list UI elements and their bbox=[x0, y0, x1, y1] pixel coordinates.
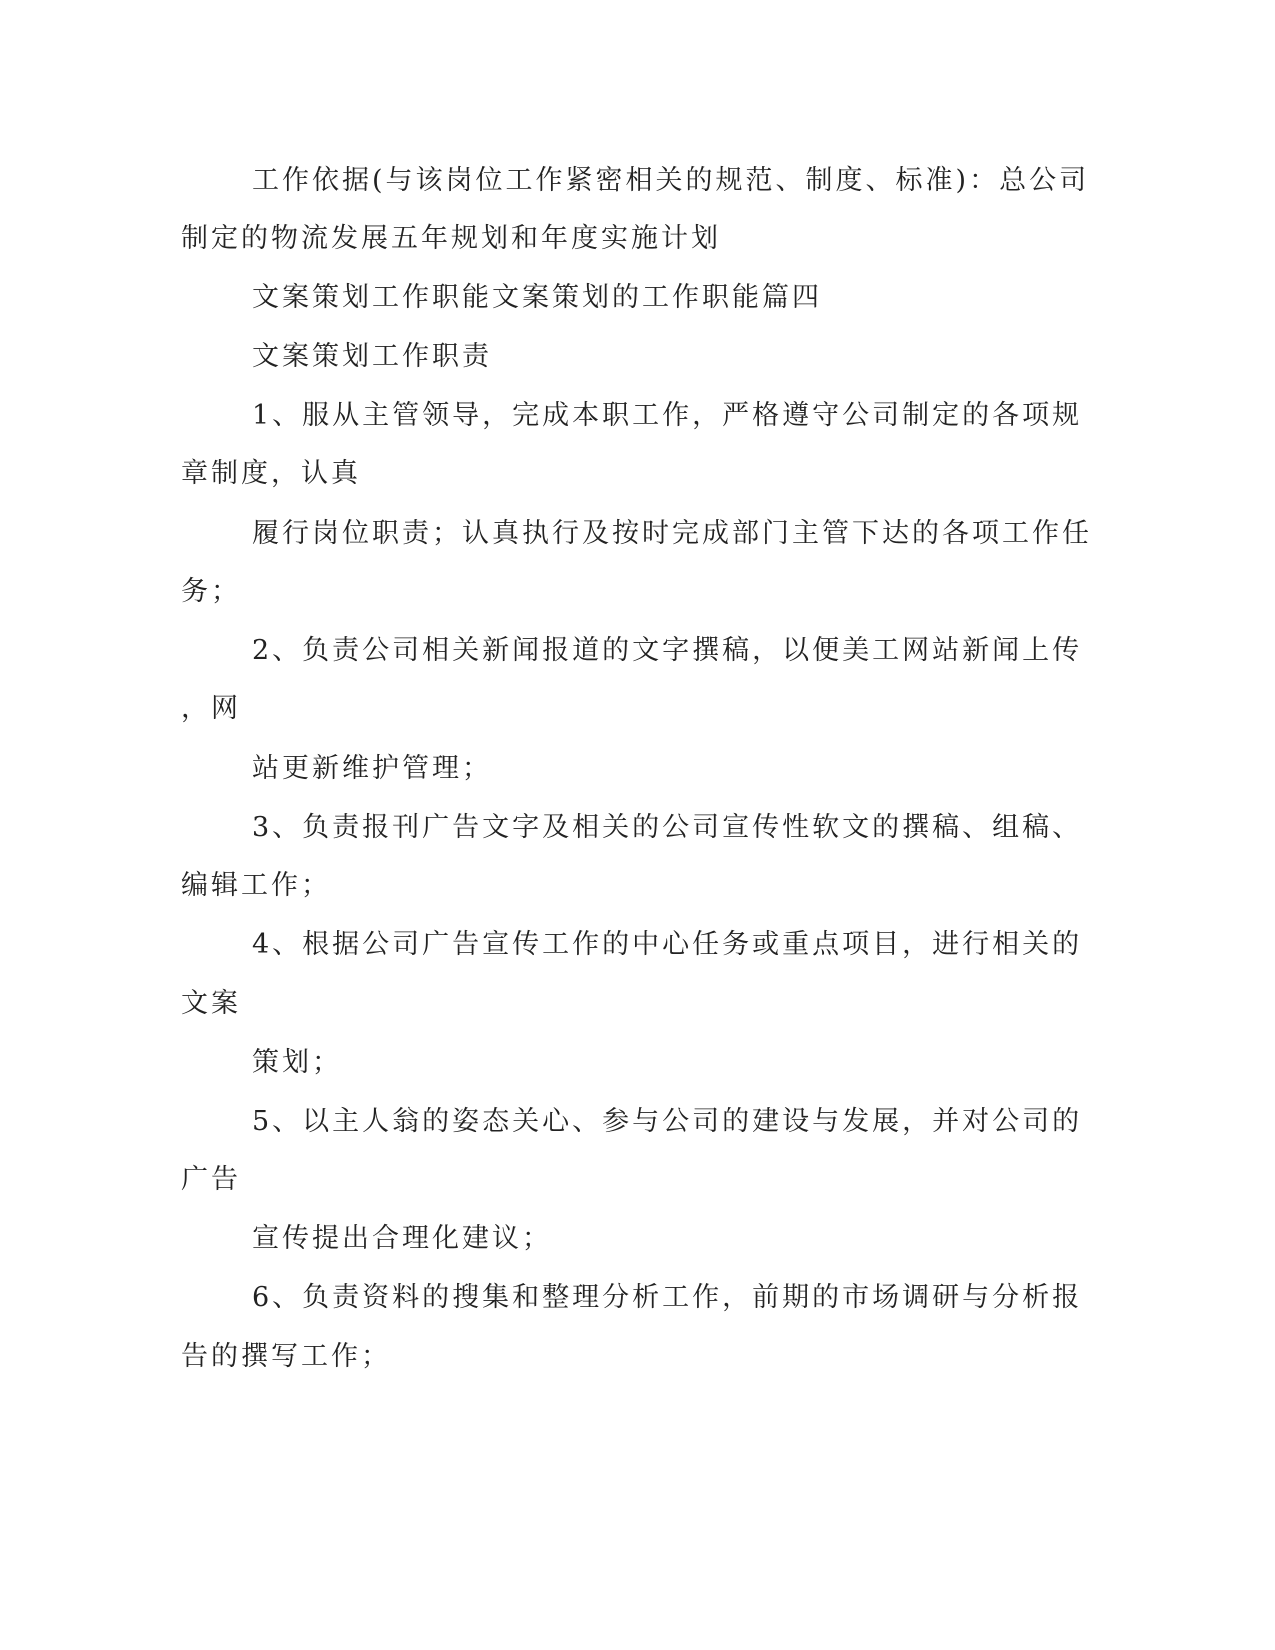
text-line: 4、根据公司广告宣传工作的中心任务或重点项目，进行相关的 bbox=[252, 929, 1083, 960]
text-line: 5、以主人翁的姿态关心、参与公司的建设与发展，并对公司的 bbox=[252, 1106, 1083, 1137]
text-line: 文案策划工作职能文案策划的工作职能篇四 bbox=[252, 282, 822, 313]
text-line: 文案策划工作职责 bbox=[252, 341, 492, 372]
text-line: 制定的物流发展五年规划和年度实施计划 bbox=[181, 223, 721, 254]
text-line: 6、负责资料的搜集和整理分析工作，前期的市场调研与分析报 bbox=[252, 1282, 1083, 1313]
text-line: 策划； bbox=[252, 1047, 342, 1078]
text-line: 宣传提出合理化建议； bbox=[252, 1223, 552, 1254]
text-line: 3、负责报刊广告文字及相关的公司宣传性软文的撰稿、组稿、 bbox=[252, 812, 1083, 843]
text-line: ，网 bbox=[181, 693, 241, 724]
text-line: 工作依据(与该岗位工作紧密相关的规范、制度、标准)：总公司 bbox=[252, 165, 1090, 196]
text-line: 章制度，认真 bbox=[181, 458, 361, 489]
text-line: 1、服从主管领导，完成本职工作，严格遵守公司制定的各项规 bbox=[252, 400, 1083, 431]
text-line: 广告 bbox=[181, 1164, 241, 1195]
text-line: 站更新维护管理； bbox=[252, 753, 492, 784]
text-line: 履行岗位职责；认真执行及按时完成部门主管下达的各项工作任 bbox=[252, 518, 1092, 549]
text-line: 2、负责公司相关新闻报道的文字撰稿，以便美工网站新闻上传 bbox=[252, 635, 1083, 666]
text-line: 务； bbox=[181, 576, 241, 607]
text-line: 文案 bbox=[181, 988, 241, 1019]
text-line: 告的撰写工作； bbox=[181, 1341, 391, 1372]
text-line: 编辑工作； bbox=[181, 870, 331, 901]
